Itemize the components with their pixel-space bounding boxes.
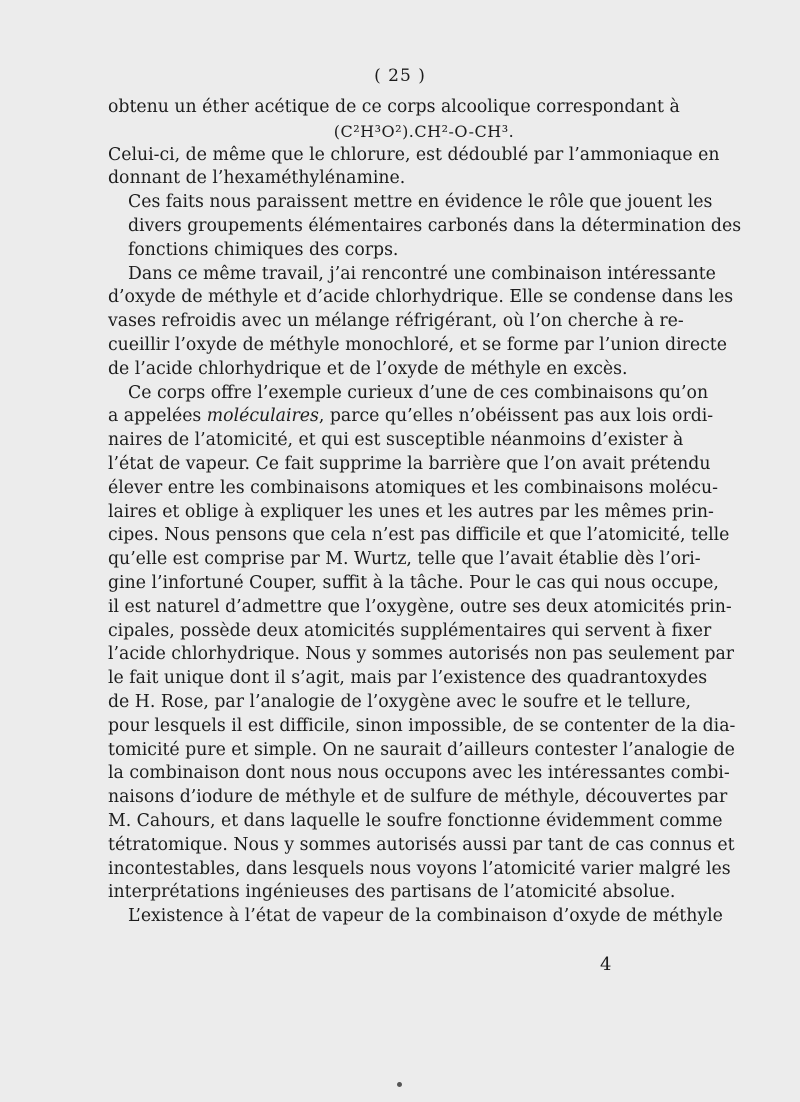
text-line: de H. Rose, par l’analogie de l’oxygène avec le soufre et le tellure, [108, 691, 692, 712]
text-line: qu’elle est comprise par M. Wurtz, telle que l’avait établie dès l’ori- [108, 549, 701, 570]
text-line: vases refroidis avec un mélange réfrigérant, où l’on cherche à re- [108, 311, 684, 332]
text-line: naisons d’iodure de méthyle et de sulfure de méthyle, découvertes par [108, 787, 728, 808]
text-line: la combinaison dont nous nous occupons avec les intéressantes combi- [108, 763, 730, 784]
text-line: incontestables, dans lesquels nous voyons l’atomicité varier malgré les [108, 858, 731, 879]
text-line: élever entre les combinaisons atomiques et les combinaisons molécu- [108, 477, 719, 498]
text-line: divers groupements élémentaires carbonés dans la détermination des [128, 215, 742, 236]
paragraph-1 [108, 96, 680, 120]
text-line: a appelées moléculaires, parce qu’elles n’obéissent pas aux lois ordi- [108, 406, 714, 427]
paragraph-4 [108, 263, 734, 382]
text-line: tétratomique. Nous y sommes autorisés aussi par tant de cas connus et [108, 834, 735, 855]
text-line: M. Cahours, et dans laquelle le soufre fonctionne évidemment comme [108, 810, 723, 831]
text-line: Ces faits nous paraissent mettre en évidence le rôle que jouent les [128, 192, 713, 213]
text-line: cueillir l’oxyde de méthyle monochloré, et se forme par l’union directe [108, 334, 727, 355]
text-line: le fait unique dont il s’agit, mais par l’existence des quadrantoxydes [108, 668, 708, 689]
text-line: gine l’infortuné Couper, suffit à la tâche. Pour le cas qui nous occupe, [108, 572, 719, 593]
signature-mark: 4 [600, 954, 612, 975]
paragraph-3 [108, 191, 742, 262]
text-line: Dans ce même travail, j’ai rencontré une combinaison intéressante [128, 263, 716, 284]
body-text [108, 96, 742, 929]
text-line: donnant de l’hexaméthylénamine. [108, 168, 406, 189]
text-line: interprétations ingénieuses des partisans de l’atomicité absolue. [108, 882, 676, 903]
text-line: obtenu un éther acétique de ce corps alcoolique correspondant à [108, 97, 680, 117]
text-line: cipales, possède deux atomicités supplémentaires qui servent à fixer [108, 620, 712, 641]
text-line: de l’acide chlorhydrique et de l’oxyde de méthyle en excès. [108, 358, 628, 379]
text-line: fonctions chimiques des corps. [128, 239, 399, 260]
text-line: cipes. Nous pensons que cela n’est pas difficile et que l’atomicité, telle [108, 525, 730, 546]
text-line: pour lesquels il est difficile, sinon impossible, de se contenter de la dia- [108, 715, 736, 736]
paragraph-6 [108, 905, 723, 929]
text-line: Ce corps offre l’exemple curieux d’une de ces combinaisons qu’on [128, 382, 709, 403]
text-line: l’état de vapeur. Ce fait supprime la barrière que l’on avait prétendu [108, 453, 711, 474]
paragraph-2 [108, 144, 720, 192]
text-line: L’existence à l’état de vapeur de la combinaison d’oxyde de méthyle [128, 906, 723, 927]
text-line: naires de l’atomicité, et qui est susceptible néanmoins d’exister à [108, 430, 684, 451]
chemical-formula: (C²H³O²).CH²-O-CH³. [333, 121, 515, 141]
page-dot [397, 1082, 402, 1087]
paragraph-5 [108, 382, 736, 906]
text-line: d’oxyde de méthyle et d’acide chlorhydrique. Elle se condense dans les [108, 287, 734, 308]
text-line: tomicité pure et simple. On ne saurait d’ailleurs contester l’analogie de [108, 739, 735, 760]
text-line: Celui-ci, de même que le chlorure, est dédoublé par l’ammoniaque en [108, 144, 720, 165]
text-line: l’acide chlorhydrique. Nous y sommes autorisés non pas seulement par [108, 644, 735, 665]
text-line: il est naturel d’admettre que l’oxygène, outre ses deux atomicités prin- [108, 596, 732, 617]
page-number: ( 25 ) [374, 66, 426, 86]
text-line: laires et oblige à expliquer les unes et les autres par les mêmes prin- [108, 501, 714, 522]
